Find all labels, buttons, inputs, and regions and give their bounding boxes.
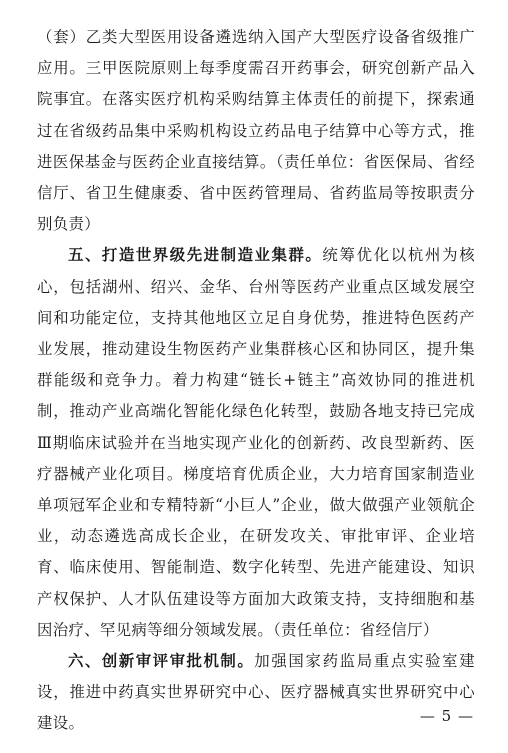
paragraph-section-six <box>37 646 475 740</box>
section-heading: 六、创新审评审批机制。 <box>68 652 255 671</box>
paragraph-text: 加强国家药监局重点实验室建设，推进中药真实世界研究中心、医疗器械真实世界研究中心建设。 <box>37 652 475 733</box>
paragraph-text: 统筹优化以杭州为核心，包括湖州、绍兴、金华、台州等医药产业重点区域发展空间和功能定位，支持其他地区立足自身优势，推进特色医药产业发展，推动建设生物医药产业集群核心区和协同区，提升集群能级和竞争力。着力构建“链长+链主”高效协同的推进机制，推动产业高端化智能化绿色化转型，鼓励各地支持已完成Ⅲ期临床试验并在当地实现产业化的创新药、改良型新药、医疗器械产业化项目。梯度培育优质企业，大力培育国家制造业单项冠军企业和专精特新“小巨人”企业，做大做强产业领航企业，动态遴选高成长企业，在研发攻关、审批审评、企业培育、临床使用、智能制造、数字化转型、先进产能建设、知识产权保护、人才队伍建设等方面加大政策支持，支持细胞和基因治疗、罕见病等细分领域发展。（责任单位：省经信厅） <box>37 246 475 639</box>
paragraph-section-five <box>37 240 475 646</box>
paragraph-continuation <box>37 22 475 240</box>
paragraph-text: （套）乙类大型医用设备遴选纳入国产大型医疗设备省级推广应用。三甲医院原则上每季度需召开药事会，研究创新产品入院事宜。在落实医疗机构采购结算主体责任的前提下，探索通过在省级药品集中采购机构设立药品电子结算中心等方式，推进医保基金与医药企业直接结算。（责任单位：省医保局、省经信厅、省卫生健康委、省中医药管理局、省药监局等按职责分别负责） <box>37 28 475 234</box>
document-body <box>37 22 475 740</box>
section-heading: 五、打造世界级先进制造业集群。 <box>68 246 323 265</box>
page-number: — 5 — <box>419 707 474 725</box>
